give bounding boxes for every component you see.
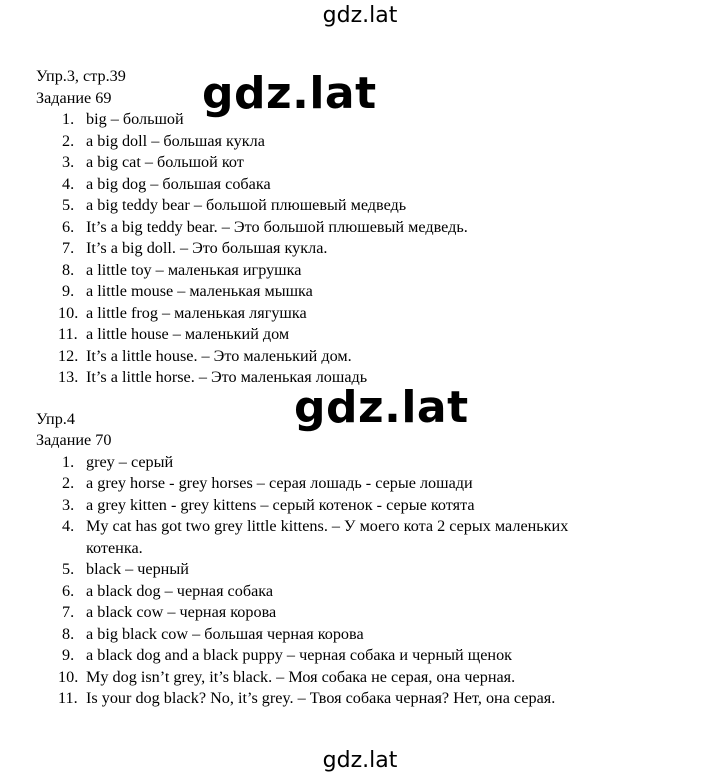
item-text: It’s a little horse. – Это маленькая лошадь xyxy=(86,368,368,386)
item-text: grey – серый xyxy=(86,452,174,471)
list-item xyxy=(36,238,716,260)
list-item xyxy=(36,152,716,174)
item-number: 8. xyxy=(62,260,75,279)
item-text: a grey kitten - grey kittens – серый котенок - серые котята xyxy=(86,495,475,514)
item-number: 4. xyxy=(62,517,75,535)
item-text: a black dog – черная собака xyxy=(86,581,274,600)
item-number: 3. xyxy=(62,495,75,514)
list-item xyxy=(36,324,716,346)
item-number: 4. xyxy=(62,174,75,193)
list-item xyxy=(36,281,716,303)
item-text: a black dog and a black puppy – черная собака и черный щенок xyxy=(86,646,513,664)
list-item xyxy=(36,688,716,710)
item-number: 5. xyxy=(62,196,75,214)
watermark-top: gdz.lat xyxy=(322,3,398,28)
item-number: 6. xyxy=(62,581,75,600)
item-text: a big black cow – большая черная корова xyxy=(86,624,364,643)
list-item xyxy=(36,624,716,646)
item-number: 11. xyxy=(58,689,78,707)
item-number: 11. xyxy=(58,325,78,343)
list-item xyxy=(36,367,716,389)
item-text: black – черный xyxy=(86,560,189,578)
list-item xyxy=(36,667,716,689)
task-heading: Задание 70 xyxy=(36,431,112,449)
item-text: a black cow – черная корова xyxy=(86,603,277,621)
list-item xyxy=(36,645,716,667)
item-text: a big cat – большой кот xyxy=(86,153,244,171)
list-item xyxy=(36,174,716,196)
item-text: a little frog – маленькая лягушка xyxy=(86,303,307,322)
item-number: 12. xyxy=(58,346,79,365)
list-item xyxy=(36,303,716,325)
item-number: 3. xyxy=(62,153,75,171)
item-text: Is your dog black? No, it’s grey. – Твоя собака черная? Нет, она серая. xyxy=(86,689,556,707)
item-text: a grey horse - grey horses – серая лошадь - серые лошади xyxy=(86,474,473,492)
item-number: 2. xyxy=(62,474,75,492)
item-text: a little house – маленький дом xyxy=(86,325,290,343)
list-item xyxy=(36,217,716,239)
item-number: 1. xyxy=(62,452,75,471)
item-text: big – большой xyxy=(86,110,184,128)
item-text: a little toy – маленькая игрушка xyxy=(86,260,302,279)
item-text: It’s a little house. – Это маленький дом. xyxy=(86,346,352,365)
list-item xyxy=(36,495,716,517)
list-item xyxy=(36,581,716,603)
item-number: 8. xyxy=(62,624,75,643)
section-exercise-3 xyxy=(36,66,716,389)
list-item xyxy=(36,109,716,131)
list-item xyxy=(36,346,716,368)
item-text: My dog isn’t grey, it’s black. – Моя собака не серая, она черная. xyxy=(86,667,516,686)
watermark-bottom: gdz.lat xyxy=(322,748,398,773)
section-exercise-4 xyxy=(36,409,716,710)
item-text: My cat has got two grey little kittens. – У моего кота 2 серых маленьких xyxy=(86,517,569,535)
list-item xyxy=(36,473,716,495)
item-number: 10. xyxy=(58,667,79,686)
item-number: 7. xyxy=(62,603,75,621)
vocabulary-list xyxy=(36,452,716,710)
item-text-continuation: котенка. xyxy=(86,538,143,557)
list-item xyxy=(36,559,716,581)
item-number: 1. xyxy=(62,110,75,128)
item-text: a little mouse – маленькая мышка xyxy=(86,282,313,300)
item-number: 9. xyxy=(62,646,75,664)
item-text: a big doll – большая кукла xyxy=(86,131,265,150)
item-text: It’s a big teddy bear. – Это большой плюшевый медведь. xyxy=(86,217,468,236)
vocabulary-list xyxy=(36,109,716,389)
exercise-heading: Упр.4 xyxy=(36,409,75,428)
item-text: a big dog – большая собака xyxy=(86,174,271,193)
item-number: 5. xyxy=(62,560,75,578)
task-heading: Задание 69 xyxy=(36,88,112,107)
item-number: 7. xyxy=(62,239,75,257)
document-body xyxy=(36,66,716,710)
watermark-large-1: gdz.lat xyxy=(202,68,377,119)
item-number: 9. xyxy=(62,282,75,300)
item-text: It’s a big doll. – Это большая кукла. xyxy=(86,239,328,257)
list-item xyxy=(36,602,716,624)
list-item xyxy=(36,131,716,153)
item-number: 13. xyxy=(58,368,79,386)
list-item xyxy=(36,195,716,217)
list-item xyxy=(36,516,716,559)
list-item xyxy=(36,260,716,282)
item-number: 2. xyxy=(62,131,75,150)
item-text: a big teddy bear – большой плюшевый медведь xyxy=(86,196,407,214)
exercise-heading: Упр.3, стр.39 xyxy=(36,67,126,85)
item-number: 6. xyxy=(62,217,75,236)
list-item xyxy=(36,452,716,474)
item-number: 10. xyxy=(58,303,79,322)
watermark-large-2: gdz.lat xyxy=(294,382,469,433)
